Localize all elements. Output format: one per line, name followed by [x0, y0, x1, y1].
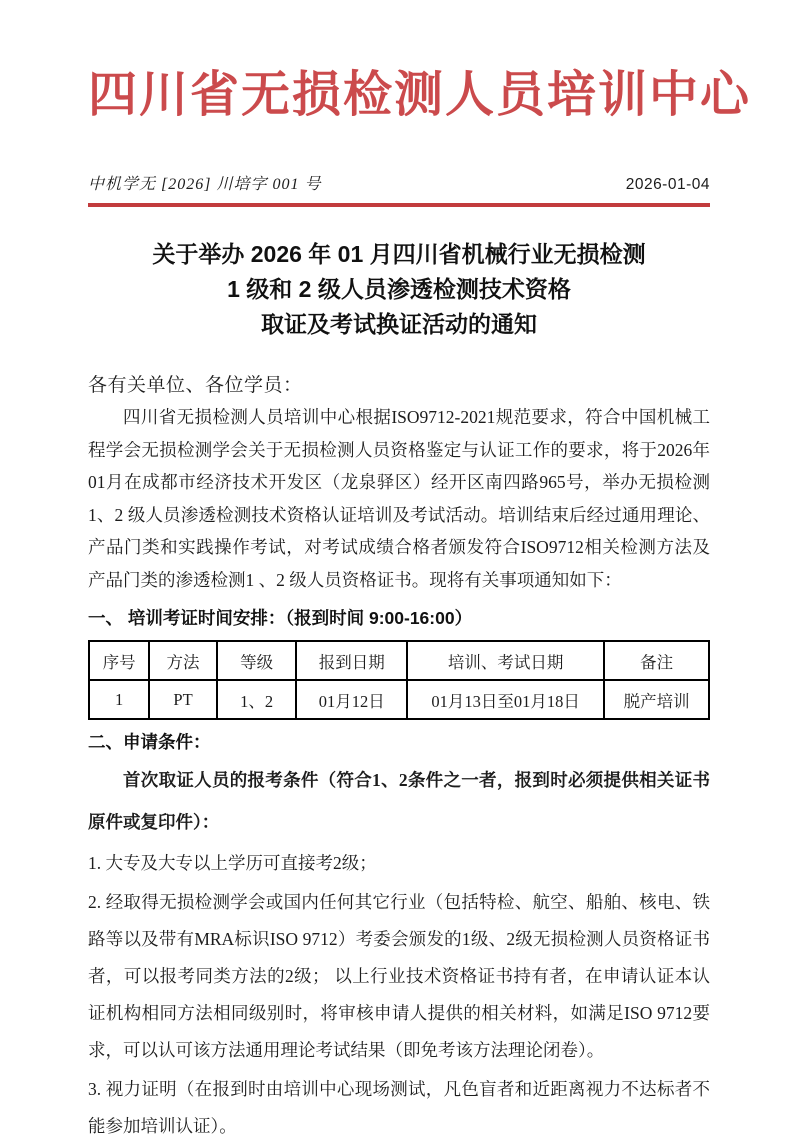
salutation: 各有关单位、各位学员： [88, 375, 303, 397]
notice-title-line-1: 关于举办 2026 年 01 月四川省机械行业无损检测 [152, 241, 646, 268]
letterhead-title: 四川省无损检测人员培训中心 [88, 67, 752, 122]
requirements-intro: 首次取证人员的报考条件（符合1、2条件之一者，报到时必须提供相关证书原件或复印件）： [88, 770, 710, 833]
schedule-table-header-row [89, 641, 709, 680]
header-cell-dates: 培训、考试日期 [407, 641, 604, 680]
header-cell-seq: 序号 [89, 641, 149, 680]
document-reference-line [88, 171, 710, 194]
requirement-item-3: 3. 视力证明（在报到时由培训中心现场测试，凡色盲者和近距离视力不达标者不能参加培训认证）。 [88, 1079, 710, 1137]
cell-remark: 脱产培训 [604, 680, 709, 719]
red-divider-rule [88, 203, 710, 207]
cell-method: PT [149, 680, 217, 719]
section1-heading: 一、 培训考证时间安排：（报到时间 9:00-16:00） [88, 608, 473, 629]
document-date: 2026-01-04 [625, 176, 710, 194]
notice-title [88, 237, 710, 342]
header-cell-checkin: 报到日期 [296, 641, 407, 680]
cell-dates: 01月13日至01月18日 [407, 680, 604, 719]
header-cell-method: 方法 [149, 641, 217, 680]
schedule-table [88, 640, 710, 720]
requirement-item-1: 1. 大专及大专以上学历可直接考2级； [88, 853, 377, 874]
notice-title-line-2: 1 级和 2 级人员渗透检测技术资格 [227, 276, 571, 303]
cell-level: 1、2 [217, 680, 296, 719]
intro-paragraph: 四川省无损检测人员培训中心根据ISO9712-2021规范要求，符合中国机械工程学会无损检测学会关于无损检测人员资格鉴定与认证工作的要求，将于2026年01月在成都市经济技术开发区（龙泉驿区）经开区南四路965号，举办无损检测 1、2 级人员渗透检测技术资格认证培训及考试活动。培训结束后经过通用理论、产品门类和实践操作考试，对考试成绩合格者颁发符合ISO9712相关检测方法及产品门类的渗透检测1 、2 级人员资格证书。现将有关事项通知如下： [88, 407, 710, 590]
header-cell-remark: 备注 [604, 641, 709, 680]
notice-title-line-3: 取证及考试换证活动的通知 [261, 311, 537, 338]
cell-checkin: 01月12日 [296, 680, 407, 719]
document-number: 中机学无 [2026] 川培字 001 号 [88, 176, 322, 194]
header-cell-level: 等级 [217, 641, 296, 680]
section2-heading: 二、申请条件： [88, 732, 211, 753]
schedule-table-row [89, 680, 709, 719]
cell-seq: 1 [89, 680, 149, 719]
requirement-item-2: 2. 经取得无损检测学会或国内任何其它行业（包括特检、航空、船舶、核电、铁路等以及带有MRA标识ISO 9712）考委会颁发的1级、2级无损检测人员资格证书者，可以报考同类方法的2级； 以上行业技术资格证书持有者，在申请认证本认证机构相同方法相同级别时，将审核申请人提供的相关材料，如满足ISO 9712要求，可以认可该方法通用理论考试结果（即免考该方法理论闭卷）。 [88, 892, 710, 1061]
